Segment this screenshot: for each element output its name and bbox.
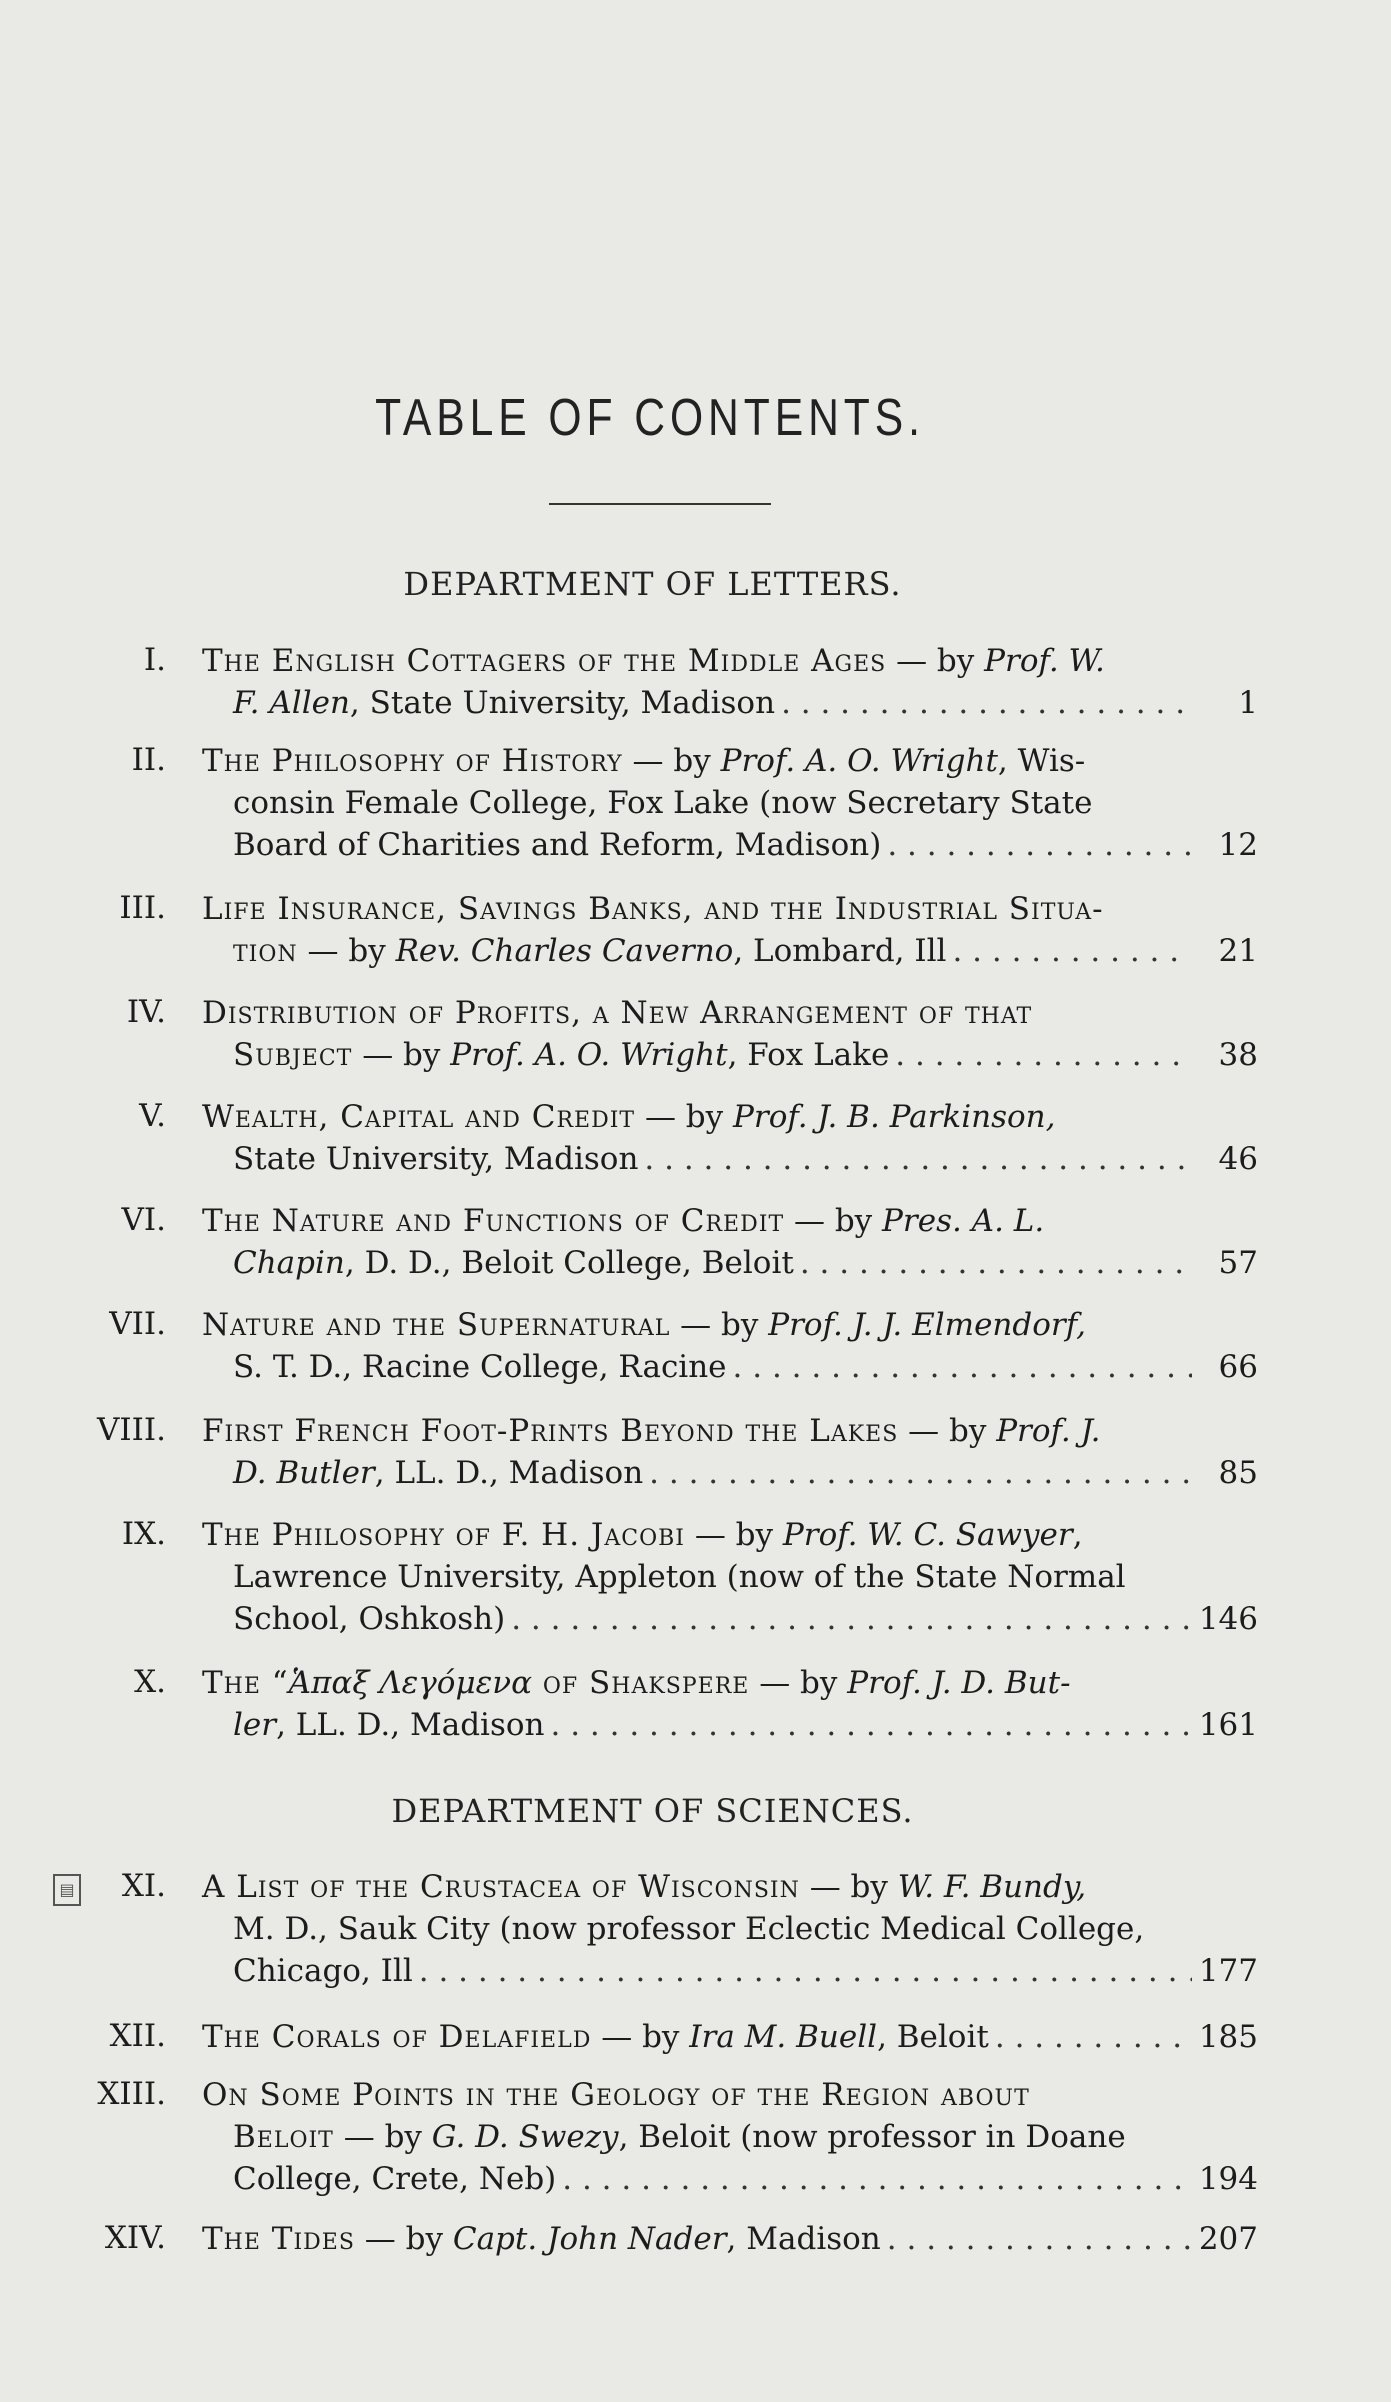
entry-number: X. [134, 1664, 166, 1700]
entry-affiliation: , State University, Madison [349, 685, 776, 721]
entry-author-cont: ler [233, 1707, 277, 1743]
entry-author: Prof. J. J. Elmendorf, [768, 1307, 1086, 1343]
entry-title: The Tides [202, 2221, 355, 2257]
department-letters-heading: DEPARTMENT OF LETTERS. [403, 565, 902, 603]
dot-leader [562, 2160, 1192, 2198]
entry-page: 161 [1198, 1707, 1258, 1743]
entry-page: 185 [1198, 2019, 1258, 2055]
dot-leader [895, 1036, 1192, 1074]
entry-by: — by [749, 1665, 848, 1701]
dot-leader [649, 1454, 1192, 1492]
entry-title-cont: Subject [233, 1037, 353, 1073]
entry-by: — by [670, 1307, 769, 1343]
entry-number: II. [131, 742, 166, 778]
entry-author: Prof. A. O. Wright [720, 743, 998, 779]
entry-affiliation: , Beloit (now professor in Doane [618, 2119, 1126, 2155]
entry-title: First French Foot-Prints Beyond the Lakes [202, 1413, 899, 1449]
entry-title: The Philosophy of History [202, 743, 623, 779]
entry-author: Prof. A. O. Wright [450, 1037, 728, 1073]
entry-page: 66 [1218, 1349, 1258, 1385]
dot-leader [781, 684, 1192, 722]
dot-leader [733, 1348, 1192, 1386]
entry-title: The Nature and Functions of Credit [202, 1203, 785, 1239]
entry-number: XIV. [104, 2220, 166, 2256]
entry-number: IX. [121, 1516, 166, 1552]
entry-title: The English Cottagers of the Middle Ages [202, 643, 887, 679]
entry-author-cont: Chapin [233, 1245, 345, 1281]
entry-affiliation-cont: consin Female College, Fox Lake (now Secretary State [233, 785, 1093, 821]
entry-by: — by [333, 2119, 432, 2155]
entry-title: The “ [202, 1665, 289, 1701]
entry-author: Prof. J. B. Parkinson, [733, 1099, 1056, 1135]
entry-title: Wealth, Capital and Credit [202, 1099, 636, 1135]
page-title: TABLE OF CONTENTS. [375, 389, 925, 447]
dot-leader [644, 1140, 1192, 1178]
entry-affiliation-end: School, Oshkosh) [233, 1601, 506, 1637]
entry-author: Prof. J. [996, 1413, 1101, 1449]
entry-by: — by [784, 1203, 883, 1239]
entry-author: Pres. A. L. [882, 1203, 1045, 1239]
entry-affiliation: , Beloit [877, 2019, 989, 2055]
entry-author: Capt. John Nader [452, 2221, 727, 2257]
entry-number: XIII. [97, 2076, 166, 2112]
dot-leader [887, 2220, 1192, 2258]
entry-affiliation-end: Chicago, Ill [233, 1953, 413, 1989]
entry-page: 177 [1198, 1953, 1258, 1989]
entry-title: The Corals of Delafield [202, 2019, 592, 2055]
entry-author: Prof. W. C. Sawyer [782, 1517, 1073, 1553]
entry-number: VII. [109, 1306, 166, 1342]
entry-title-cont: tion [233, 933, 298, 969]
entry-affiliation: State University, Madison [233, 1141, 639, 1177]
entry-by: — by [684, 1517, 783, 1553]
entry-page: 194 [1198, 2161, 1258, 2197]
entry-affiliation: , Lombard, Ill [733, 933, 947, 969]
entry-affiliation: S. T. D., Racine College, Racine [233, 1349, 727, 1385]
entry-page: 38 [1218, 1037, 1258, 1073]
library-stamp-icon: ▤ [53, 1874, 81, 1906]
entry-affiliation: M. D., Sauk City (now professor Eclectic Medical College, [233, 1911, 1145, 1947]
entry-title: On Some Points in the Geology of the Region about [202, 2077, 1030, 2113]
entry-author: Rev. Charles Caverno [395, 933, 734, 969]
dot-leader [419, 1952, 1192, 1990]
entry-author-cont: F. Allen [233, 685, 350, 721]
entry-by: — by [898, 1413, 997, 1449]
entry-number: IV. [126, 994, 166, 1030]
dot-leader [800, 1244, 1192, 1282]
entry-by: — by [352, 1037, 451, 1073]
entry-by: — by [297, 933, 396, 969]
entry-title-end: of Shakspere [532, 1665, 750, 1701]
entry-greek-title: Ἁπαξ Λεγόμενα [288, 1665, 533, 1701]
entry-number: VIII. [97, 1412, 166, 1448]
entry-title: The Philosophy of F. H. Jacobi [202, 1517, 685, 1553]
entry-title: Life Insurance, Savings Banks, and the Industrial Situa- [202, 891, 1104, 927]
department-sciences-heading: DEPARTMENT OF SCIENCES. [391, 1792, 914, 1830]
entry-page: 12 [1218, 827, 1258, 863]
entry-affiliation: , LL. D., Madison [374, 1455, 644, 1491]
dot-leader [511, 1600, 1192, 1638]
dot-leader [952, 932, 1192, 970]
entry-page: 46 [1218, 1141, 1258, 1177]
entry-title-cont: Beloit [233, 2119, 334, 2155]
title-rule [549, 503, 771, 505]
entry-affiliation: , Madison [726, 2221, 881, 2257]
entry-author: Prof. W. [984, 643, 1105, 679]
entry-number: I. [143, 642, 166, 678]
entry-page: 85 [1218, 1455, 1258, 1491]
entry-author: W. F. Bundy, [897, 1869, 1087, 1905]
entry-page: 21 [1218, 933, 1258, 969]
entry-number: XII. [109, 2018, 166, 2054]
dot-leader [887, 826, 1192, 864]
entry-by: — by [591, 2019, 690, 2055]
entry-author: Ira M. Buell [689, 2019, 878, 2055]
entry-affiliation: , Fox Lake [727, 1037, 890, 1073]
entry-by: — by [886, 643, 985, 679]
entry-title: A List of the Crustacea of Wisconsin [202, 1869, 800, 1905]
entry-by: — by [799, 1869, 898, 1905]
entry-page: 1 [1238, 685, 1258, 721]
entry-affiliation-end: College, Crete, Neb) [233, 2161, 557, 2197]
entry-affiliation: , D. D., Beloit College, Beloit [344, 1245, 794, 1281]
entry-affiliation-end: Board of Charities and Reform, Madison) [233, 827, 882, 863]
dot-leader [551, 1706, 1192, 1744]
entry-page: 57 [1218, 1245, 1258, 1281]
entry-by: — by [354, 2221, 453, 2257]
entry-number: VI. [121, 1202, 166, 1238]
entry-comma: , [1072, 1517, 1083, 1553]
entry-number: III. [119, 890, 166, 926]
entry-affiliation: , Wis- [997, 743, 1086, 779]
entry-title: Nature and the Supernatural [202, 1307, 671, 1343]
entry-page: 146 [1198, 1601, 1258, 1637]
entry-by: — by [635, 1099, 734, 1135]
dot-leader [995, 2018, 1192, 2056]
entry-number: V. [139, 1098, 166, 1134]
entry-page: 207 [1198, 2221, 1258, 2257]
entry-author-cont: D. Butler [233, 1455, 375, 1491]
entry-affiliation: Lawrence University, Appleton (now of the State Normal [233, 1559, 1126, 1595]
entry-by: — by [622, 743, 721, 779]
entry-author: G. D. Swezy [431, 2119, 619, 2155]
entry-affiliation: , LL. D., Madison [276, 1707, 545, 1743]
entry-title: Distribution of Profits, a New Arrangement of that [202, 995, 1033, 1031]
entry-number: XI. [121, 1868, 166, 1904]
entry-author: Prof. J. D. But- [847, 1665, 1071, 1701]
